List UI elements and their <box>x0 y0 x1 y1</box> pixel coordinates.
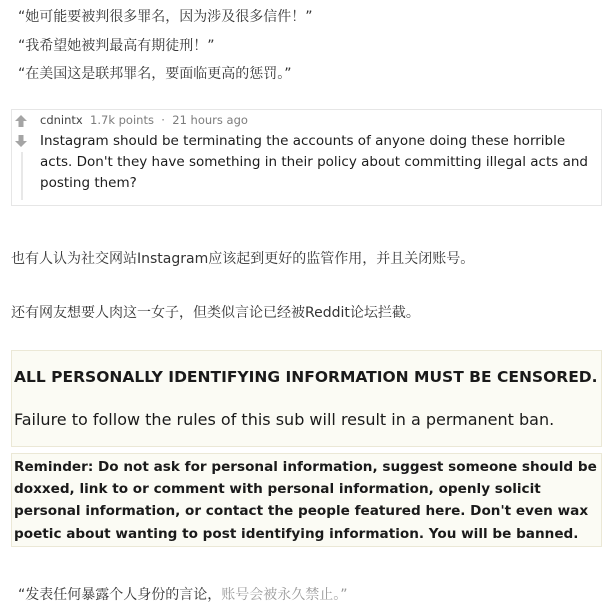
reddit-comment <box>11 109 602 206</box>
paragraph-1: 也有人认为社交网站Instagram应该起到更好的监管作用，并且关闭账号。 <box>11 251 475 267</box>
paragraph-2: 还有网友想要人肉这一女子，但类似言论已经被Reddit论坛拦截。 <box>11 305 420 321</box>
arrow-up-icon[interactable] <box>14 114 28 128</box>
comment-body: Instagram should be terminating the accounts of anyone doing these horrible acts. Don't they have something in their policy about committing illegal acts and posting them? <box>40 133 588 191</box>
vote-controls <box>14 114 30 154</box>
final-quote <box>18 584 348 604</box>
final-quote-main: “发表任何暴露个人身份的言论， <box>18 587 222 603</box>
quote-line-3: “在美国这是联邦罪名，要面临更高的惩罚。” <box>18 66 292 82</box>
comment-author[interactable]: cdnintx <box>40 113 83 127</box>
final-quote-faded: 账号会被永久禁止。” <box>221 587 348 603</box>
comment-points: 1.7k points <box>90 113 154 127</box>
thread-line[interactable] <box>21 152 23 200</box>
meta-separator: · <box>161 113 165 127</box>
rules-text: Failure to follow the rules of this sub will result in a permanent ban. <box>14 410 555 429</box>
quote-line-2: “我希望她被判最高有期徒刑！” <box>18 38 215 54</box>
arrow-down-icon[interactable] <box>14 134 28 148</box>
rules-box <box>11 350 602 447</box>
rules-heading: ALL PERSONALLY IDENTIFYING INFORMATION MUST BE CENSORED. <box>14 368 598 386</box>
comment-meta <box>40 113 248 127</box>
reminder-box <box>11 453 602 547</box>
quote-line-1: “她可能要被判很多罪名，因为涉及很多信件！” <box>18 9 313 25</box>
comment-time: 21 hours ago <box>172 113 248 127</box>
reminder-text: Reminder: Do not ask for personal information, suggest someone should be doxxed, link to or comment with personal information, openly solicit personal information, or contact the people featured here. Don't even wax poetic about wanting to post identifying information. You will be banned. <box>14 459 597 542</box>
